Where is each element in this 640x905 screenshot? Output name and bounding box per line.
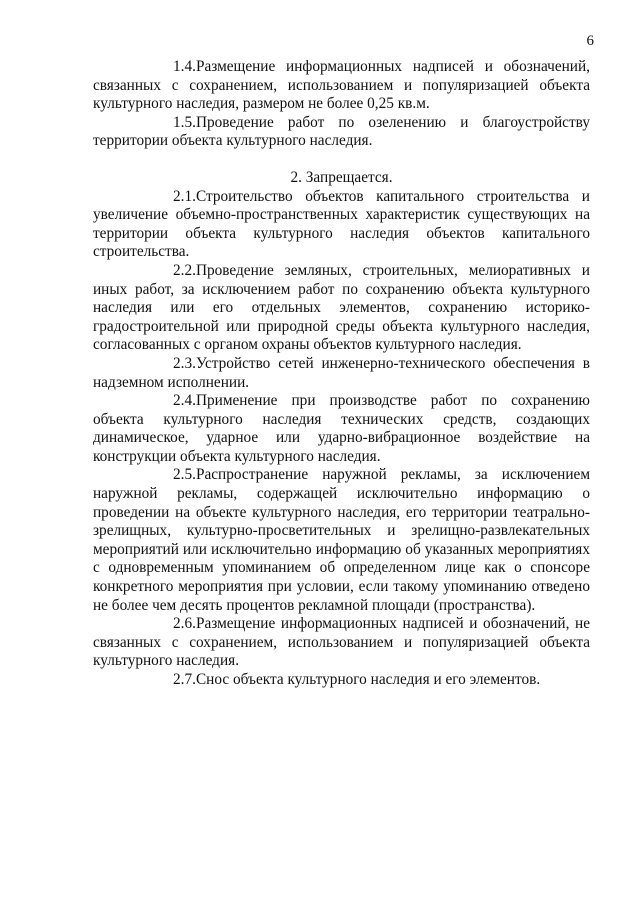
paragraph-2-3 <box>93 355 590 392</box>
item-number: 2.4. <box>173 392 196 410</box>
section-heading: 2. Запрещается. <box>290 168 393 186</box>
paragraph-1-5 <box>93 114 590 151</box>
item-number: 2.2. <box>173 261 196 279</box>
item-text: Устройство сетей инженерно-технического обеспечения в надземном исполнении. <box>93 354 590 391</box>
item-text: Проведение земляных, строительных, мелиоративных и иных работ, за исключением работ по сохранению объекта культурного наследия или его отдельных элементов, сохранению историко-градостроительной или природной среды объекта культурного наследия, согласованных с органом охраны объектов культурного наследия. <box>93 261 590 354</box>
item-number: 1.4. <box>173 58 196 75</box>
paragraph-2-1 <box>93 188 590 262</box>
item-text: Размещение информационных надписей и обозначений, не связанных с сохранением, использованием и популяризацией объекта культурного наследия. <box>93 615 590 670</box>
paragraph-2-4 <box>93 392 590 466</box>
item-number: 2.3. <box>173 354 196 372</box>
item-number: 2.7. <box>173 671 196 688</box>
document-body <box>93 58 590 690</box>
item-text: Строительство объектов капитального строительства и увеличение объемно-пространственных характеристик существующих на территории объекта культурного наследия объектов капитального строительства. <box>93 187 590 261</box>
item-number: 2.5. <box>173 466 196 484</box>
item-text: Распространение наружной рекламы, за исключением наружной рекламы, содержащей исключительно информацию о проведении на объекте культурного наследия, его территории театрально-зрелищных, культурно-просветительных и зрелищно-развлекательных мероприятий или исключительно информацию об указанных мероприятиях с одновременным упоминанием об определенном лице как о спонсоре конкретного мероприятия при условии, если такому упоминанию отведено не более чем десять процентов рекламной площади (пространства). <box>93 466 590 614</box>
item-text: Проведение работ по озеленению и благоустройству территории объекта культурного наследия. <box>93 113 590 150</box>
paragraph-1-4 <box>93 58 590 114</box>
paragraph-2-2 <box>93 262 590 355</box>
item-number: 1.5. <box>173 113 196 131</box>
item-text: Применение при производстве работ по сохранению объекта культурного наследия технических средств, создающих динамическое, ударное или ударно-вибрационное воздействие на конструкции объекта культурного наследия. <box>93 392 590 465</box>
item-number: 2.1. <box>173 187 196 205</box>
item-text: Снос объекта культурного наследия и его элементов. <box>195 671 541 688</box>
page-number: 6 <box>586 33 594 49</box>
item-number: 2.6. <box>173 615 196 633</box>
item-text: Размещение информационных надписей и обозначений, связанных с сохранением, использованием и популяризацией объекта культурного наследия, размером не более 0,25 кв.м. <box>93 58 590 113</box>
paragraph-2-7 <box>93 671 590 690</box>
paragraph-2-6 <box>93 615 590 671</box>
paragraph-2-5 <box>93 466 590 615</box>
